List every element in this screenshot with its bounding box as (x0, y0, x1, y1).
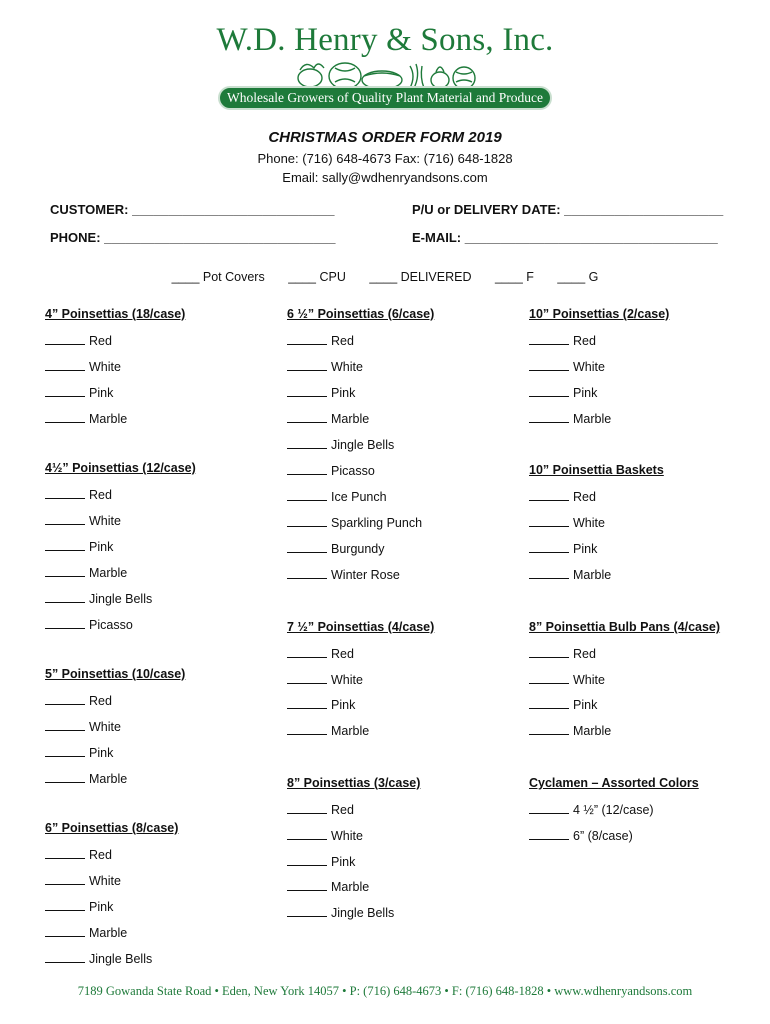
order-line[interactable]: Pink (529, 697, 597, 712)
order-line[interactable]: White (287, 828, 363, 843)
order-line[interactable]: Red (287, 646, 354, 661)
order-line[interactable]: Red (287, 333, 354, 348)
section-heading: 8” Poinsettia Bulb Pans (4/case) (529, 620, 721, 634)
email-line: Email: sally@wdhenryandsons.com (282, 170, 488, 185)
order-line[interactable]: Jingle Bells (287, 437, 394, 452)
order-line[interactable]: Pink (45, 539, 113, 554)
order-line[interactable]: Marble (45, 565, 127, 580)
phone-fax-line: Phone: (716) 648-4673 Fax: (716) 648-1828 (257, 151, 513, 166)
order-line[interactable]: White (45, 359, 121, 374)
section-heading: 10” Poinsettia Baskets (529, 463, 664, 477)
order-line[interactable]: White (529, 672, 605, 687)
order-line[interactable]: Pink (45, 899, 113, 914)
form-title: CHRISTMAS ORDER FORM 2019 (268, 129, 502, 146)
customer-field[interactable]: CUSTOMER: ____________________________ (50, 202, 335, 217)
tagline-banner: Wholesale Growers of Quality Plant Material and Produce (218, 86, 552, 110)
order-line[interactable]: Pink (287, 854, 355, 869)
order-line[interactable]: Red (529, 333, 596, 348)
order-line[interactable]: Pink (45, 385, 113, 400)
order-line[interactable]: Picasso (287, 463, 375, 478)
order-line[interactable]: Sparkling Punch (287, 515, 422, 530)
order-line[interactable]: Winter Rose (287, 567, 400, 582)
order-line[interactable]: Pink (287, 385, 355, 400)
order-line[interactable]: White (287, 672, 363, 687)
order-line[interactable]: Red (45, 847, 112, 862)
option-cpu[interactable]: ____ CPU (288, 270, 346, 284)
order-line[interactable]: Pink (45, 745, 113, 760)
order-line[interactable]: Marble (529, 723, 611, 738)
option-delivered[interactable]: ____ DELIVERED (369, 270, 472, 284)
section-heading: 6” Poinsettias (8/case) (45, 821, 179, 835)
section-heading: 8” Poinsettias (3/case) (287, 776, 421, 790)
delivery-options (0, 270, 770, 284)
order-line[interactable]: Picasso (45, 617, 133, 632)
section-heading: 4” Poinsettias (18/case) (45, 307, 186, 321)
order-line[interactable]: Marble (529, 411, 611, 426)
phone-field[interactable]: PHONE: ________________________________ (50, 230, 336, 245)
order-line[interactable]: White (529, 515, 605, 530)
order-line[interactable]: Red (529, 489, 596, 504)
order-line[interactable]: White (45, 873, 121, 888)
order-line[interactable]: Pink (287, 697, 355, 712)
order-line[interactable]: Burgundy (287, 541, 385, 556)
order-line[interactable]: Marble (287, 879, 369, 894)
footer-address: 7189 Gowanda State Road • Eden, New York 14057 • P: (716) 648-4673 • F: (716) 648-1828 • www.wdhenryandsons.com (77, 984, 693, 998)
order-line[interactable]: Marble (45, 411, 127, 426)
order-line[interactable]: Red (287, 802, 354, 817)
order-line[interactable]: Ice Punch (287, 489, 387, 504)
order-line[interactable]: Red (45, 333, 112, 348)
order-line[interactable]: Marble (287, 411, 369, 426)
section-heading: 4½” Poinsettias (12/case) (45, 461, 196, 475)
option-f[interactable]: ____ F (494, 270, 534, 284)
order-line[interactable]: Jingle Bells (45, 951, 152, 966)
email-field[interactable]: E-MAIL: ___________________________________ (412, 230, 718, 245)
option-pot-covers[interactable]: ____ Pot Covers (171, 270, 265, 284)
delivery-date-field[interactable]: P/U or DELIVERY DATE: ______________________ (412, 202, 724, 217)
section-heading: 7 ½” Poinsettias (4/case) (287, 620, 435, 634)
order-line[interactable]: Marble (529, 567, 611, 582)
order-line[interactable]: White (45, 719, 121, 734)
option-g[interactable]: ____ G (557, 270, 599, 284)
order-line[interactable]: Marble (45, 771, 127, 786)
company-name: W.D. Henry & Sons, Inc. (216, 22, 554, 58)
order-line[interactable]: White (45, 513, 121, 528)
order-line[interactable]: Marble (287, 723, 369, 738)
order-line[interactable]: 6” (8/case) (529, 828, 633, 843)
section-heading: 10” Poinsettias (2/case) (529, 307, 670, 321)
order-line[interactable]: White (529, 359, 605, 374)
section-heading: 5” Poinsettias (10/case) (45, 667, 186, 681)
order-line[interactable]: Pink (529, 541, 597, 556)
section-heading: 6 ½” Poinsettias (6/case) (287, 307, 435, 321)
order-line[interactable]: Marble (45, 925, 127, 940)
order-line[interactable]: Red (45, 487, 112, 502)
section-heading: Cyclamen – Assorted Colors (529, 776, 699, 790)
order-line[interactable]: Red (45, 693, 112, 708)
order-line[interactable]: White (287, 359, 363, 374)
order-line[interactable]: 4 ½” (12/case) (529, 802, 654, 817)
order-line[interactable]: Jingle Bells (45, 591, 152, 606)
order-line[interactable]: Red (529, 646, 596, 661)
order-line[interactable]: Pink (529, 385, 597, 400)
order-line[interactable]: Jingle Bells (287, 905, 394, 920)
